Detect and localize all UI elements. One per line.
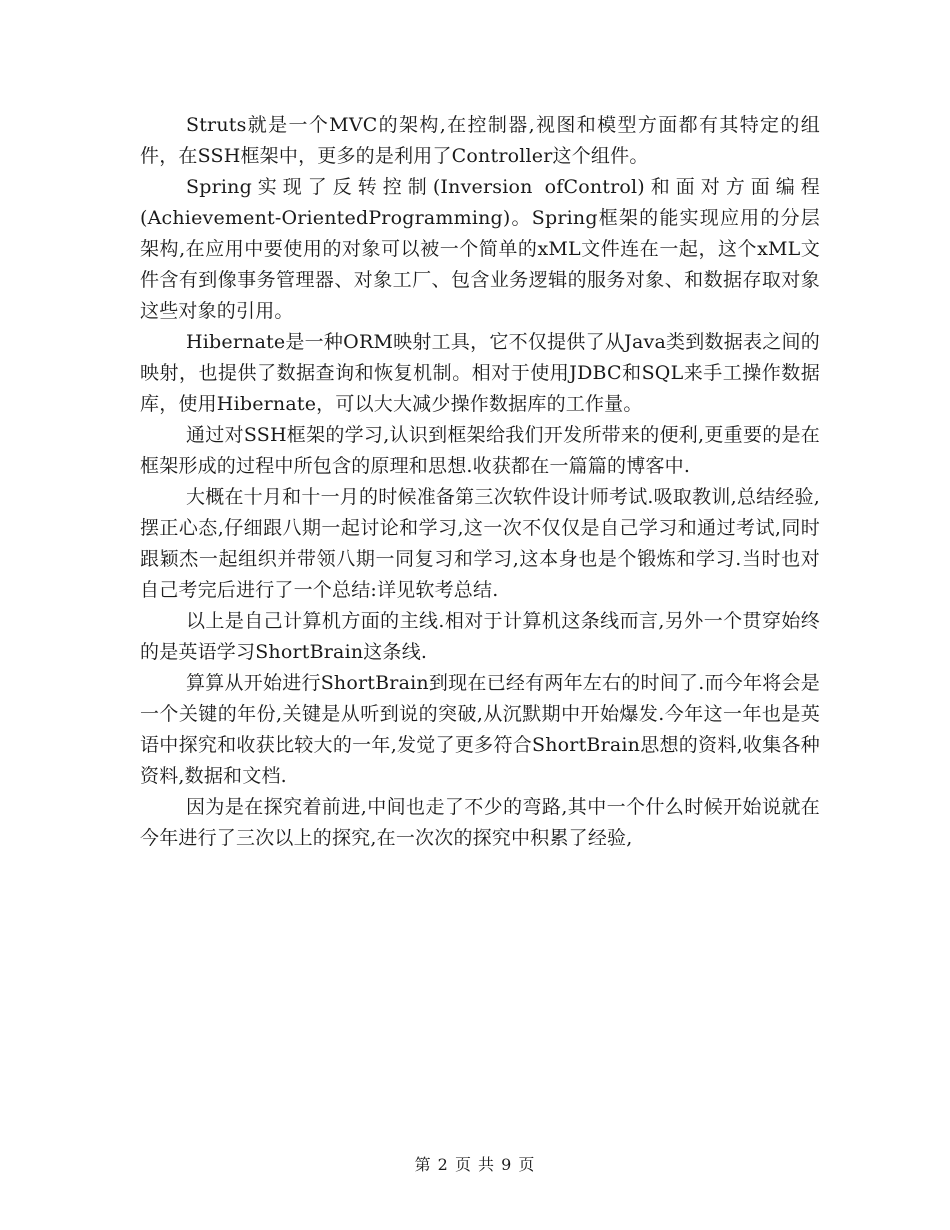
- paragraph-spring: Spring实现了反转控制(Inversion ofControl)和面对方面编程(Achievement-OrientedProgramming)。Spring框架的能实现应用的分层架构,在应用中要使用的对象可以被一个简单的xML文件连在一起，这个xML文件含有到像事务管理器、对象工厂、包含业务逻辑的服务对象、和数据存取对象这些对象的引用。: [140, 176, 820, 322]
- paragraph-struts: Struts就是一个MVC的架构,在控制器,视图和模型方面都有其特定的组件，在SSH框架中，更多的是利用了Controller这个组件。: [140, 114, 820, 167]
- paragraph-exploration: 因为是在探究着前进,中间也走了不少的弯路,其中一个什么时候开始说就在今年进行了三次以上的探究,在一次次的探究中积累了经验,: [140, 796, 820, 849]
- page-number-footer: 第 2 页 共 9 页: [414, 1155, 536, 1174]
- paragraph-mainline: 以上是自己计算机方面的主线.相对于计算机这条线而言,另外一个贯穿始终的是英语学习ShortBrain这条线.: [140, 610, 820, 663]
- paragraph-hibernate: Hibernate是一种ORM映射工具，它不仅提供了从Java类到数据表之间的映射，也提供了数据查询和恢复机制。相对于使用JDBC和SQL来手工操作数据库，使用Hibernate，可以大大减少操作数据库的工作量。: [140, 331, 820, 415]
- paragraph-shortbrain: 算算从开始进行ShortBrain到现在已经有两年左右的时间了.而今年将会是一个关键的年份,关键是从听到说的突破,从沉默期中开始爆发.今年这一年也是英语中探究和收获比较大的一年,发觉了更多符合ShortBrain思想的资料,收集各种资料,数据和文档.: [140, 672, 820, 787]
- paragraph-exam: 大概在十月和十一月的时候准备第三次软件设计师考试.吸取教训,总结经验,摆正心态,仔细跟八期一起讨论和学习,这一次不仅仅是自己学习和通过考试,同时跟颖杰一起组织并带领八期一同复习和学习,这本身也是个锻炼和学习.当时也对自己考完后进行了一个总结:详见软考总结.: [140, 486, 820, 601]
- paragraph-ssh-learning: 通过对SSH框架的学习,认识到框架给我们开发所带来的便利,更重要的是在框架形成的过程中所包含的原理和思想.收获都在一篇篇的博客中.: [140, 424, 820, 477]
- body-text: [140, 110, 820, 854]
